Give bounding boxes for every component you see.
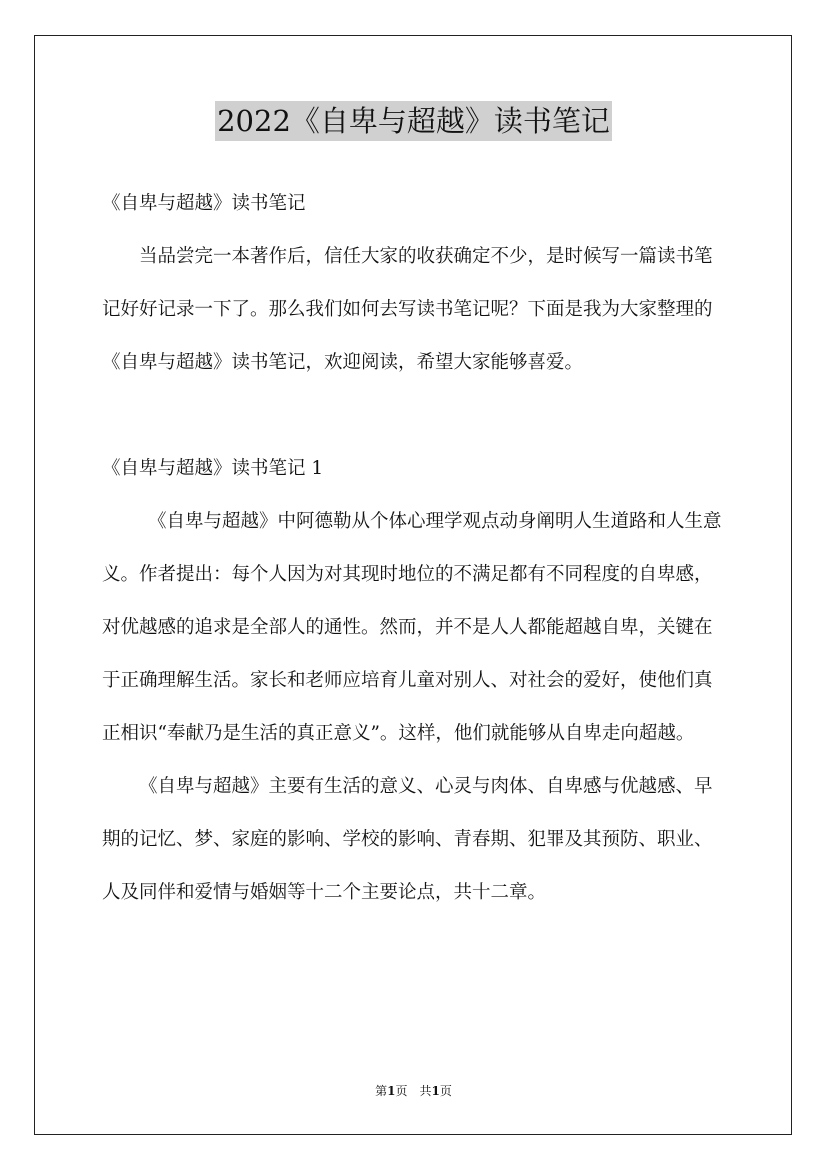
page-footer: [0, 1082, 827, 1100]
body-paragraph-2: 《自卑与超越》主要有生活的意义、心灵与肉体、自卑感与优越感、早期的记忆、梦、家庭的影响、学校的影响、青春期、犯罪及其预防、职业、人及同伴和爱情与婚姻等十二个主要论点，共十二章。: [102, 776, 713, 903]
page-total: 1: [431, 1084, 440, 1098]
intro-paragraph: 当品尝完一本著作后，信任大家的收获确定不少，是时候写一篇读书笔记好好记录一下了。那么我们如何去写读书笔记呢？下面是我为大家整理的《自卑与超越》读书笔记，欢迎阅读，希望大家能够喜爱。: [102, 246, 713, 373]
document-subtitle: 《自卑与超越》读书笔记: [102, 193, 306, 214]
section-title: 《自卑与超越》读书笔记 1: [102, 458, 324, 479]
body-paragraph-1: 《自卑与超越》中阿德勒从个体心理学观点动身阐明人生道路和人生意义。作者提出：每个人因为对其现时地位的不满足都有不同程度的自卑感，对优越感的追求是全部人的通性。然而，并不是人人都能超越自卑，关键在于正确理解生活。家长和老师应培育儿童对别人、对社会的爱好，使他们真正相识“奉献乃是生活的真正意义”。这样，他们就能够从自卑走向超越。: [102, 511, 722, 744]
page-number: 1: [387, 1084, 396, 1098]
spacer: [102, 389, 728, 442]
title-container: [0, 101, 827, 141]
document-body: [102, 177, 728, 919]
document-title: 2022《自卑与超越》读书笔记: [215, 101, 612, 141]
page-label-prefix: 第: [375, 1084, 388, 1098]
page-label-suffix: 页: [439, 1084, 452, 1098]
page-label-mid: 页 共: [395, 1084, 432, 1098]
